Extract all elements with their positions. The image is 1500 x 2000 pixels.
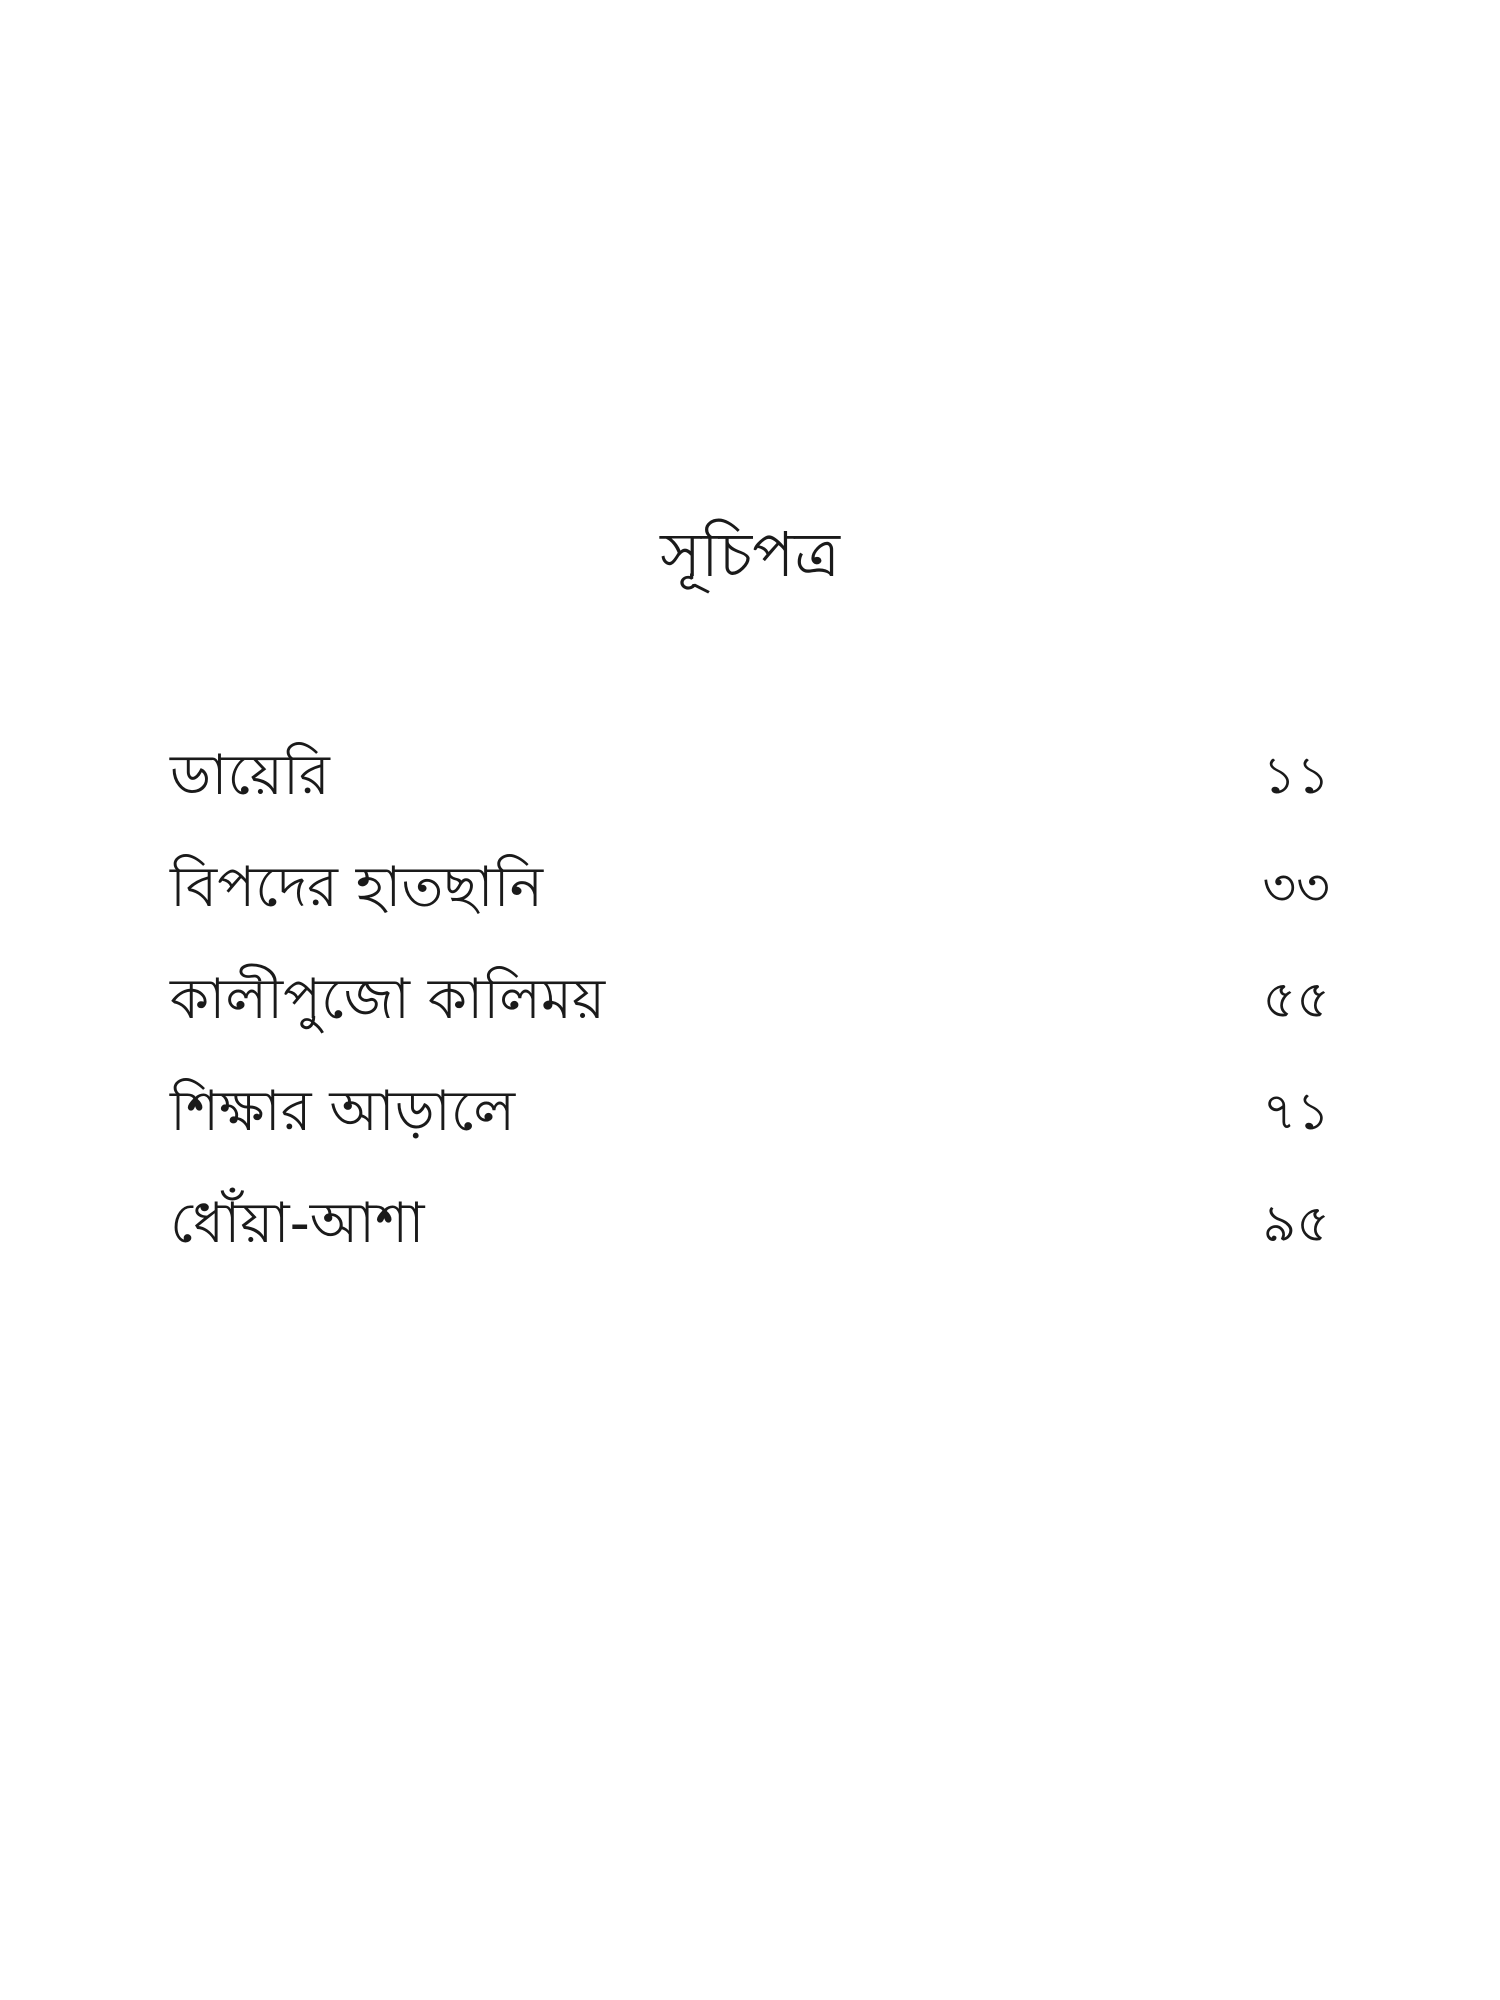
toc-entry — [170, 832, 1340, 944]
toc-entry — [170, 720, 1340, 832]
chapter-title: বিপদের হাতছানি — [170, 855, 544, 920]
page-number: ১১ — [1262, 746, 1330, 806]
page-number: ৫৫ — [1262, 970, 1330, 1030]
page-title: সূচিপত্র — [660, 518, 840, 591]
page-number: ৯৫ — [1262, 1194, 1330, 1254]
table-of-contents — [170, 720, 1340, 1280]
toc-entry — [170, 944, 1340, 1056]
chapter-title: শিক্ষার আড়ালে — [170, 1079, 516, 1144]
chapter-title: ডায়েরি — [170, 743, 330, 808]
page-number: ৩৩ — [1262, 858, 1330, 918]
chapter-title: ধোঁয়া-আশা — [170, 1191, 425, 1256]
chapter-title: কালীপুজো কালিময় — [170, 967, 606, 1032]
toc-entry — [170, 1168, 1340, 1280]
page-number: ৭১ — [1262, 1082, 1330, 1142]
toc-entry — [170, 1056, 1340, 1168]
